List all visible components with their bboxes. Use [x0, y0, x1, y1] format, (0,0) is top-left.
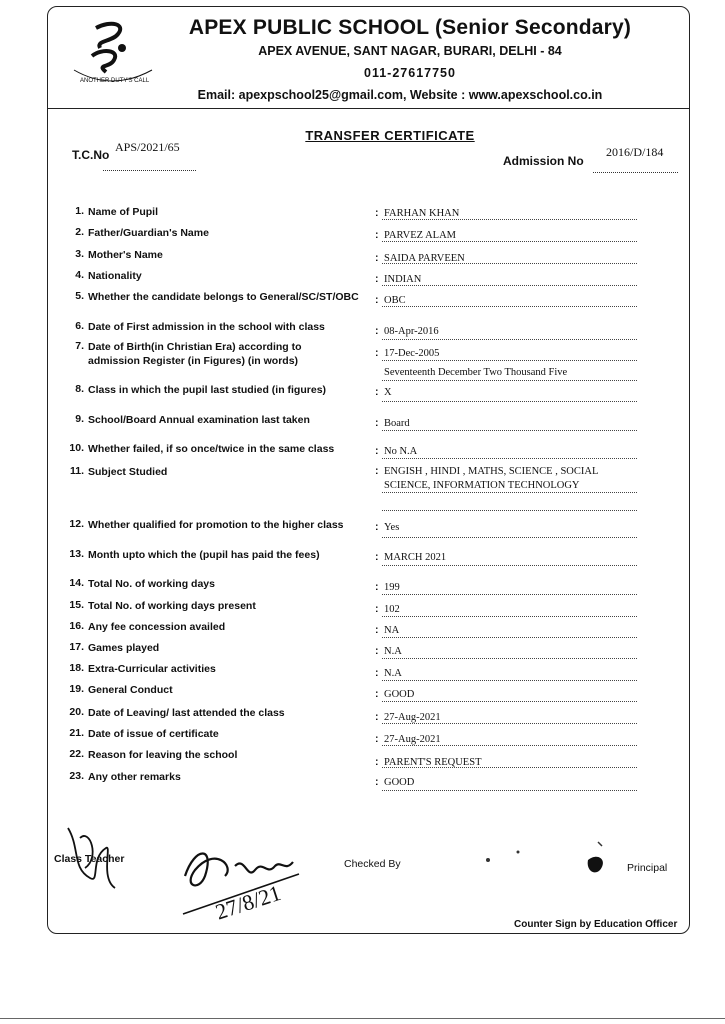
field-value: FARHAN KHAN: [384, 208, 460, 219]
field-label: Whether qualified for promotion to the higher class: [88, 519, 344, 531]
field-dotted-line: [382, 723, 637, 724]
field-number: 12.: [69, 518, 84, 530]
field-label: Mother's Name: [88, 249, 163, 261]
field-number: 13.: [69, 548, 84, 560]
field-dotted-line: [382, 565, 637, 566]
logo-motto: ANOTHER DUTY'S CALL: [80, 78, 150, 84]
field-dotted-line: [382, 401, 637, 402]
school-phone: 011-27617750: [364, 66, 456, 80]
field-label: Reason for leaving the school: [88, 749, 238, 761]
field-dotted-line: [382, 701, 637, 702]
field-colon: :: [375, 756, 379, 768]
field-colon: :: [375, 667, 379, 679]
field-value: N.A: [384, 646, 402, 657]
field-colon: :: [375, 521, 379, 533]
field-dotted-line: [382, 380, 637, 381]
field-label: General Conduct: [88, 684, 173, 696]
field-dotted-line: [382, 594, 637, 595]
field-value: MARCH 2021: [384, 552, 447, 563]
field-value: NA: [384, 625, 400, 636]
counter-sign-label: Counter Sign by Education Officer: [514, 919, 678, 930]
field-value: OBC: [384, 295, 406, 306]
admission-number-value: 2016/D/184: [606, 145, 664, 159]
field-colon: :: [375, 273, 379, 285]
field-number: 22.: [69, 748, 84, 760]
field-number: 18.: [69, 662, 84, 674]
field-label: Extra-Curricular activities: [88, 663, 216, 675]
field-colon: :: [375, 711, 379, 723]
header-divider: [47, 108, 690, 109]
admission-dotted-line: [593, 172, 678, 173]
principal-label: Principal: [627, 862, 668, 874]
field-dotted-line: [382, 616, 637, 617]
field-number: 3.: [75, 248, 84, 260]
field-number: 16.: [69, 620, 84, 632]
field-value: 27-Aug-2021: [384, 712, 441, 723]
field-label: Total No. of working days: [88, 578, 215, 590]
field-colon: :: [375, 386, 379, 398]
field-label: Name of Pupil: [88, 206, 159, 218]
field-number: 15.: [69, 599, 84, 611]
field-colon: :: [375, 776, 379, 788]
field-value: 08-Apr-2016: [384, 326, 439, 337]
field-dotted-line: [382, 430, 637, 431]
field-colon: :: [375, 229, 379, 241]
field-value: 17-Dec-2005: [384, 348, 440, 359]
field-number: 17.: [69, 641, 84, 653]
field-colon: :: [375, 465, 379, 477]
field-number: 4.: [75, 269, 84, 281]
field-dotted-line: [382, 637, 637, 638]
field-number: 5.: [75, 290, 84, 302]
field-value: GOOD: [384, 777, 415, 788]
field-label: Whether failed, if so once/twice in the same class: [88, 443, 335, 455]
handwritten-signature: [175, 836, 305, 926]
field-value: Board: [384, 418, 410, 429]
field-dotted-line: [382, 219, 637, 220]
field-dotted-line: [382, 745, 637, 746]
field-dotted-line: [382, 767, 637, 768]
field-dotted-line: [382, 360, 637, 361]
field-value: N.A: [384, 668, 402, 679]
school-name: APEX PUBLIC SCHOOL (Senior Secondary): [188, 16, 632, 39]
field-number: 14.: [69, 577, 84, 589]
field-colon: :: [375, 551, 379, 563]
field-number: 19.: [69, 683, 84, 695]
page-bottom-line: [0, 1018, 725, 1019]
tc-number-value: APS/2021/65: [115, 140, 180, 154]
field-label: Class in which the pupil last studied (in figures): [88, 384, 327, 396]
field-number: 8.: [75, 383, 84, 395]
field-dotted-line: [382, 263, 637, 264]
field-value: SAIDA PARVEEN: [384, 253, 465, 264]
field-colon: :: [375, 417, 379, 429]
field-dotted-line: [382, 790, 637, 791]
field-dotted-line: [382, 285, 637, 286]
field-label: School/Board Annual examination last taken: [88, 414, 310, 426]
field-colon: :: [375, 347, 379, 359]
school-contact: Email: apexpschool25@gmail.com, Website : www.apexschool.co.in: [197, 88, 603, 102]
field-label: Date of Leaving/ last attended the class: [88, 707, 285, 719]
field-colon: :: [375, 733, 379, 745]
field-colon: :: [375, 645, 379, 657]
field-label: Date of First admission in the school with class: [88, 321, 325, 333]
field-label: Any fee concession availed: [88, 621, 226, 633]
field-value: X: [384, 387, 392, 398]
field-value: ENGISH , HINDI , MATHS, SCIENCE , SOCIAL SCIENCE, INFORMATION TECHNOLOGY: [384, 466, 598, 491]
field-label: Whether the candidate belongs to General/SC/ST/OBC: [88, 291, 359, 303]
field-value: 199: [384, 582, 400, 593]
field-colon: :: [375, 688, 379, 700]
checked-by-label: Checked By: [344, 858, 401, 870]
field-number: 10.: [69, 442, 84, 454]
field-label: Total No. of working days present: [88, 600, 256, 612]
field-number: 23.: [69, 770, 84, 782]
field-dotted-line: [382, 658, 637, 659]
class-teacher-label: Class Teacher: [54, 853, 125, 865]
field-dotted-line: [382, 306, 637, 307]
field-dotted-line: [382, 510, 637, 511]
field-colon: :: [375, 325, 379, 337]
field-colon: :: [375, 252, 379, 264]
field-number: 7.: [75, 340, 84, 352]
field-dotted-line: [382, 680, 637, 681]
field-dotted-line: [382, 537, 637, 538]
field-colon: :: [375, 294, 379, 306]
admission-number-label: Admission No: [503, 154, 584, 168]
field-value: INDIAN: [384, 274, 422, 285]
field-number: 1.: [75, 205, 84, 217]
school-logo: [66, 18, 158, 90]
field-colon: :: [375, 603, 379, 615]
field-value-words: Seventeenth December Two Thousand Five: [384, 367, 568, 378]
field-number: 2.: [75, 226, 84, 238]
field-label: Subject Studied: [88, 466, 168, 478]
field-number: 21.: [69, 727, 84, 739]
field-value: PARVEZ ALAM: [384, 230, 456, 241]
school-address: APEX AVENUE, SANT NAGAR, BURARI, DELHI - 84: [258, 44, 562, 58]
field-label: Date of issue of certificate: [88, 728, 219, 740]
tc-number-label: T.C.No: [72, 148, 110, 162]
field-label: Any other remarks: [88, 771, 181, 783]
field-label: Games played: [88, 642, 160, 654]
field-value: No N.A: [384, 446, 418, 457]
field-value: 27-Aug-2021: [384, 734, 441, 745]
field-colon: :: [375, 624, 379, 636]
field-value: PARENT'S REQUEST: [384, 757, 482, 768]
field-number: 20.: [69, 706, 84, 718]
field-dotted-line: [382, 339, 637, 340]
field-colon: :: [375, 207, 379, 219]
field-colon: :: [375, 581, 379, 593]
certificate-title: TRANSFER CERTIFICATE: [305, 128, 475, 143]
field-dotted-line: [382, 241, 637, 242]
field-dotted-line: [382, 492, 637, 493]
field-label: Father/Guardian's Name: [88, 227, 209, 239]
field-number: 9.: [75, 413, 84, 425]
principal-stamp: [448, 830, 618, 890]
field-label: Nationality: [88, 270, 142, 282]
field-number: 11.: [69, 465, 84, 477]
tc-dotted-line: [103, 170, 196, 171]
field-value: Yes: [384, 522, 400, 533]
field-dotted-line: [382, 458, 637, 459]
field-label: Date of Birth(in Christian Era) according to admission Register (in Figures) (in words): [88, 341, 302, 367]
handwritten-date: 27/8/21: [212, 879, 284, 925]
field-value: GOOD: [384, 689, 415, 700]
field-label: Month upto which the (pupil has paid the fees): [88, 549, 320, 561]
field-value: 102: [384, 604, 400, 615]
field-number: 6.: [75, 320, 84, 332]
field-colon: :: [375, 445, 379, 457]
